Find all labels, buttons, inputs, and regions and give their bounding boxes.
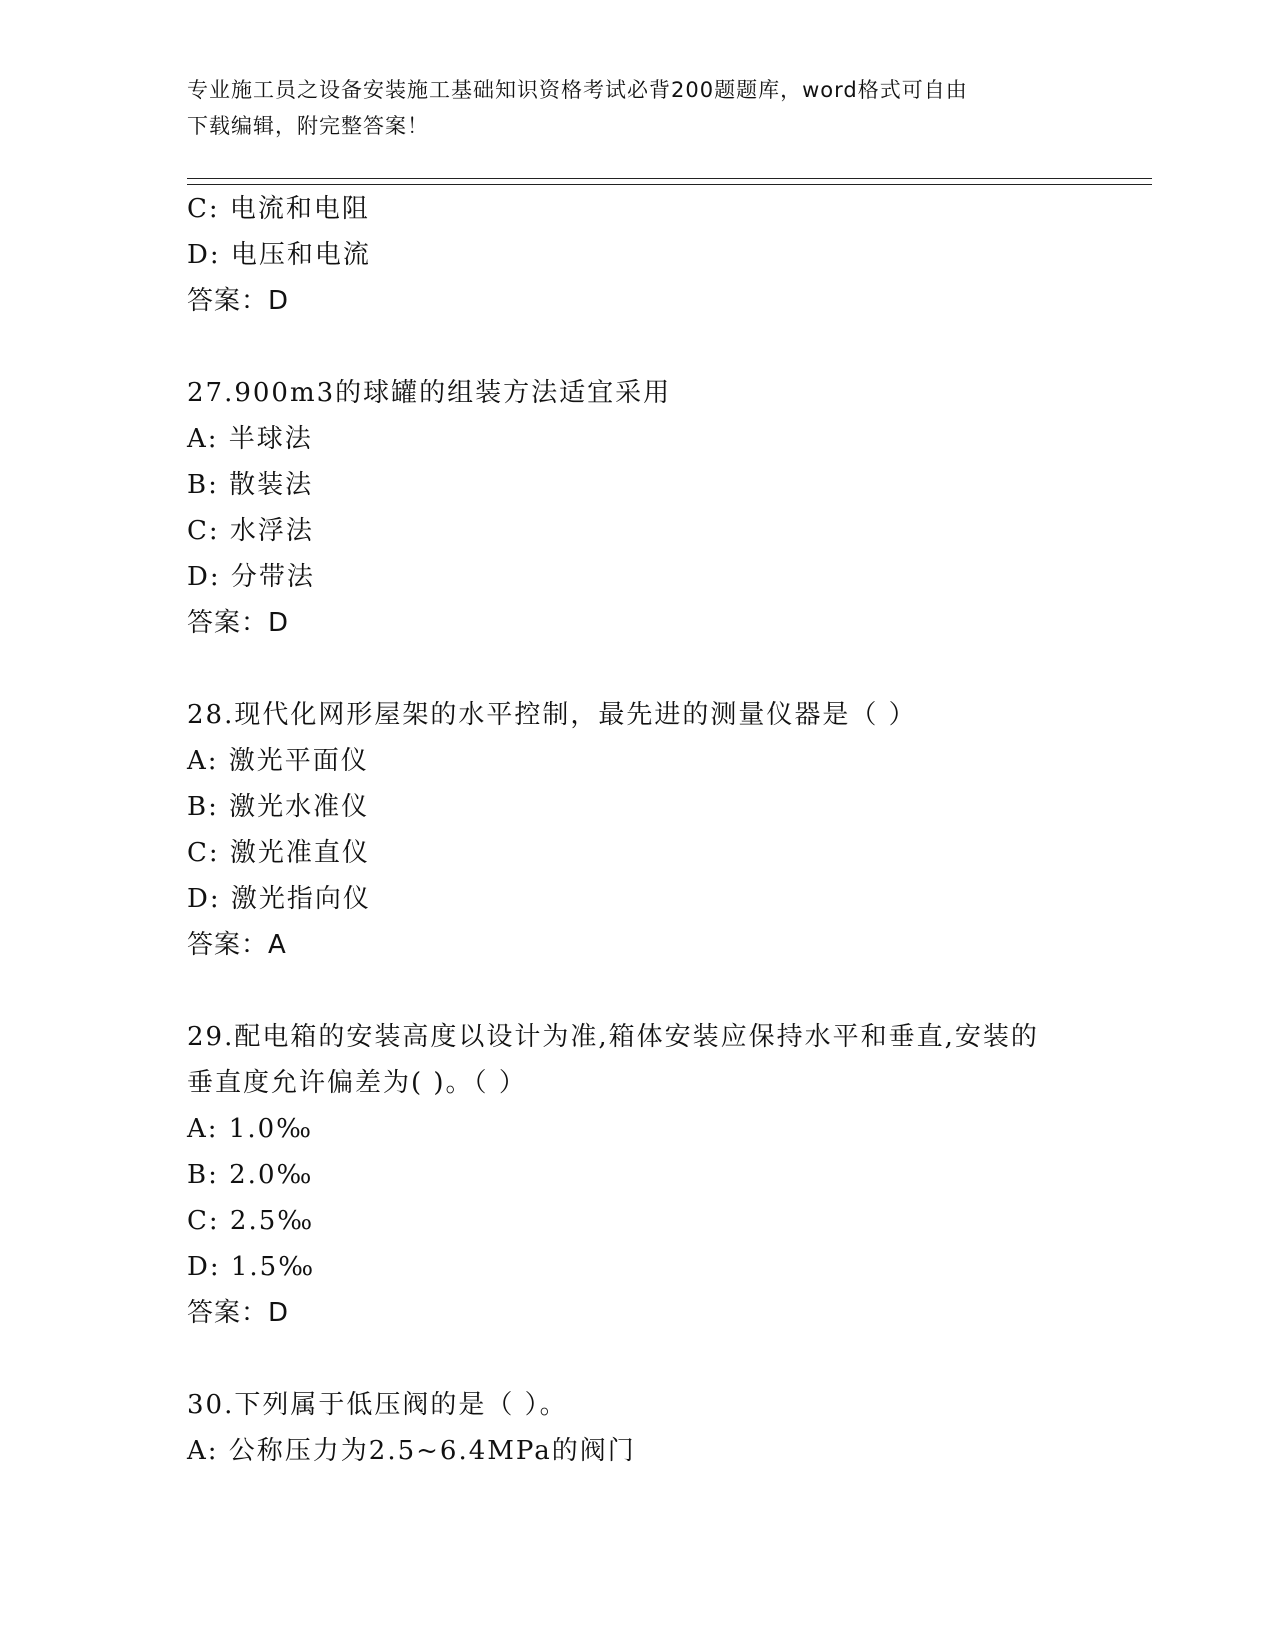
option-d: D: 1.5‰	[187, 1252, 316, 1282]
question-stem: 30.下列属于低压阀的是（ ）。	[187, 1390, 568, 1420]
option-b: B: 2.0‰	[187, 1160, 314, 1190]
question-27	[187, 370, 1087, 646]
answer-line: 答案：A	[187, 930, 287, 960]
option-b: B: 激光水准仪	[187, 792, 370, 822]
option-c: C: 2.5‰	[187, 1206, 315, 1236]
question-28	[187, 692, 1087, 968]
option-c: C: 电流和电阻	[187, 194, 370, 224]
question-stem-line-1: 29.配电箱的安装高度以设计为准,箱体安装应保持水平和垂直,安装的	[187, 1022, 1039, 1052]
question-list	[187, 186, 1087, 1474]
header-title-line-1: 专业施工员之设备安装施工基础知识资格考试必背200题题库，word格式可自由	[187, 78, 968, 102]
answer-line: 答案：D	[187, 1298, 290, 1328]
spacer	[187, 324, 1087, 370]
option-d: D: 激光指向仪	[187, 884, 371, 914]
option-a: A: 激光平面仪	[187, 746, 369, 776]
question-stem: 28.现代化网形屋架的水平控制，最先进的测量仪器是（ ）	[187, 700, 917, 730]
option-d: D: 分带法	[187, 562, 315, 592]
question-26-continued	[187, 186, 1087, 324]
option-c: C: 激光准直仪	[187, 838, 370, 868]
spacer	[187, 1336, 1087, 1382]
header-title-line-2: 下载编辑，附完整答案！	[187, 114, 429, 138]
answer-line: 答案：D	[187, 286, 290, 316]
option-b: B: 散装法	[187, 470, 314, 500]
question-stem: 27.900m3的球罐的组装方法适宜采用	[187, 378, 672, 408]
document-header	[187, 72, 1087, 144]
question-stem-line-2: 垂直度允许偏差为( )。（ ）	[187, 1068, 527, 1098]
question-30	[187, 1382, 1087, 1474]
option-a: A: 1.0‰	[187, 1114, 314, 1144]
header-divider-bottom	[187, 184, 1152, 185]
option-a: A: 半球法	[187, 424, 313, 454]
question-29	[187, 1014, 1087, 1336]
option-c: C: 水浮法	[187, 516, 314, 546]
answer-line: 答案：D	[187, 608, 290, 638]
header-divider-top	[187, 178, 1152, 179]
spacer	[187, 968, 1087, 1014]
option-a: A: 公称压力为2.5~6.4MPa的阀门	[187, 1436, 636, 1466]
spacer	[187, 646, 1087, 692]
option-d: D: 电压和电流	[187, 240, 371, 270]
